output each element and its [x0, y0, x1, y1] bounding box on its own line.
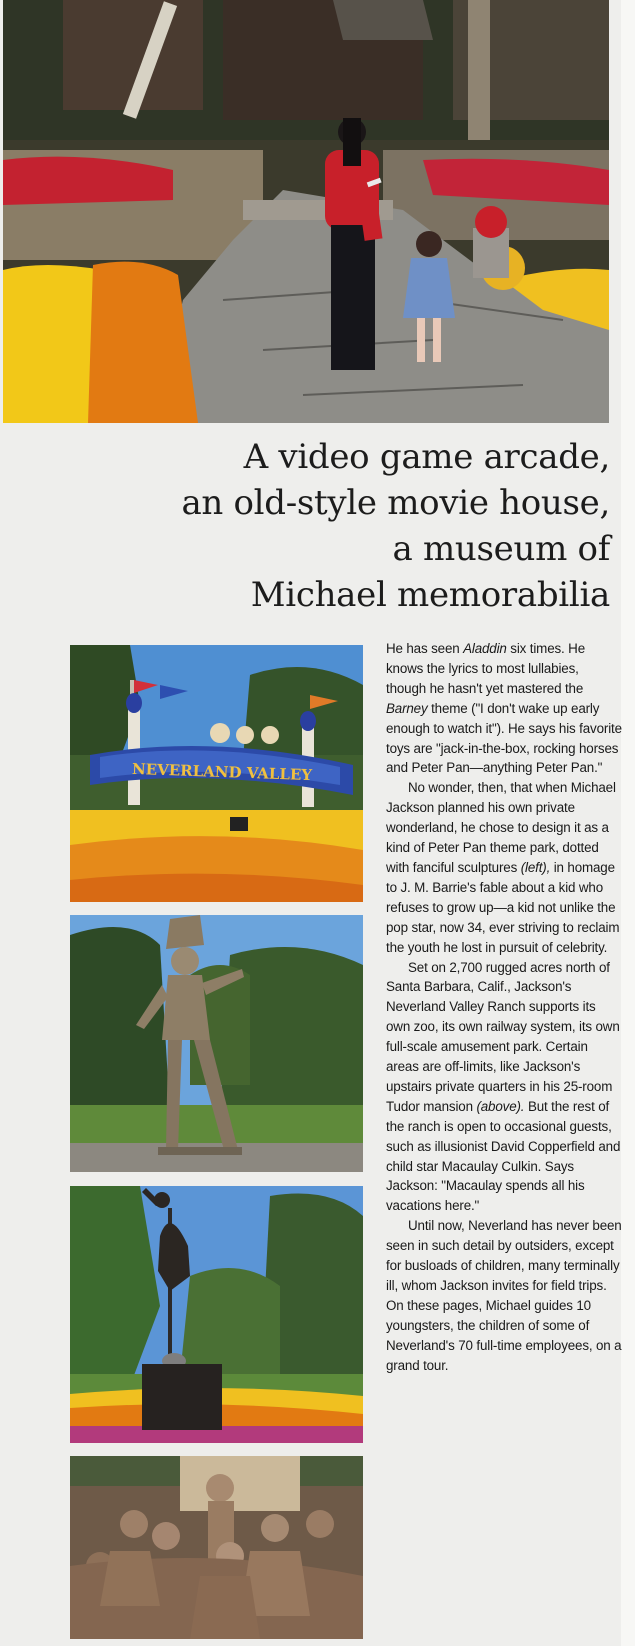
pole-statue-photo — [70, 1186, 363, 1443]
article-paragraph-3 — [386, 958, 622, 1217]
p1-text-e: theme ("I don't wake up early enough to watch it"). He says his favorite toys are "jack-in-the-box, rocking horses and Peter Pan—anything Peter Pan." — [386, 700, 622, 776]
neverland-sign-illustration — [70, 645, 363, 902]
children-sculpture-illustration — [70, 1456, 363, 1639]
bronze-boy-illustration — [70, 915, 363, 1172]
headline-line-4: Michael memorabilia — [250, 575, 610, 615]
article-body — [386, 639, 622, 1376]
p2-text-a: No wonder, then, that when Michael Jackson planned his own private wonderland, he chose to design it as a kind of Peter Pan theme park, dotted with fanciful sculptures — [386, 780, 616, 875]
page-edge — [621, 0, 635, 1646]
headline-line-3: a museum of — [392, 529, 610, 569]
bronze-statue-photo — [70, 915, 363, 1172]
p3-text-c: But the rest of the ranch is open to occasional guests, such as illusionist David Copperfield and child star Macaulay Culkin. Says Jackson: "Macaulay spends all his vacations here." — [386, 1098, 621, 1214]
p1-text-a: He has seen — [386, 641, 464, 656]
article-paragraph-2 — [386, 778, 622, 957]
headline-line-2: an old-style movie house, — [181, 483, 610, 523]
headline-line-1: A video game arcade, — [243, 437, 610, 477]
p3-text-a: Set on 2,700 rugged acres north of Santa Barbara, Calif., Jackson's Neverland Valley Ranch supports its own zoo, its own railway system, its own full-scale amusement park. Certain areas are off-limits, like Jackson's upstairs private quarters in his 25-room Tudor mansion — [386, 959, 620, 1114]
neverland-sign-photo — [70, 645, 363, 902]
p2-text-c: in homage to J. M. Barrie's fable about a kid who refuses to grow up—a kid not unlike the pop star, now 34, ever striving to reclaim the youth he lost in pursuit of celebrity. — [386, 859, 620, 955]
neverland-valley-sign-text: NEVERLAND VALLEY — [131, 759, 313, 785]
p3-caption-ref: (above). — [476, 1098, 525, 1114]
article-paragraph-1 — [386, 639, 622, 778]
children-sculpture-photo — [70, 1456, 363, 1639]
p1-text-c: six times. He knows the lyrics to most lullabies, though he hasn't yet mastered the — [386, 641, 585, 696]
p4-text-a: Until now, Neverland has never been seen in such detail by outsiders, except for busloads of children, many terminally ill, whom Jackson invites for field trips. On these pages, Michael guides 10 youngsters, the children of some of Neverland's 70 full-time employees, on a grand tour. — [386, 1218, 622, 1373]
article-paragraph-4 — [386, 1216, 622, 1375]
p1-show-title: Barney — [386, 700, 428, 716]
garden-walkway-illustration — [3, 0, 609, 423]
hero-garden-photo — [3, 0, 609, 423]
pole-statue-illustration — [70, 1186, 363, 1443]
p2-caption-ref: (left), — [520, 859, 551, 875]
p1-film-title: Aladdin — [463, 641, 507, 656]
headline — [40, 434, 610, 618]
